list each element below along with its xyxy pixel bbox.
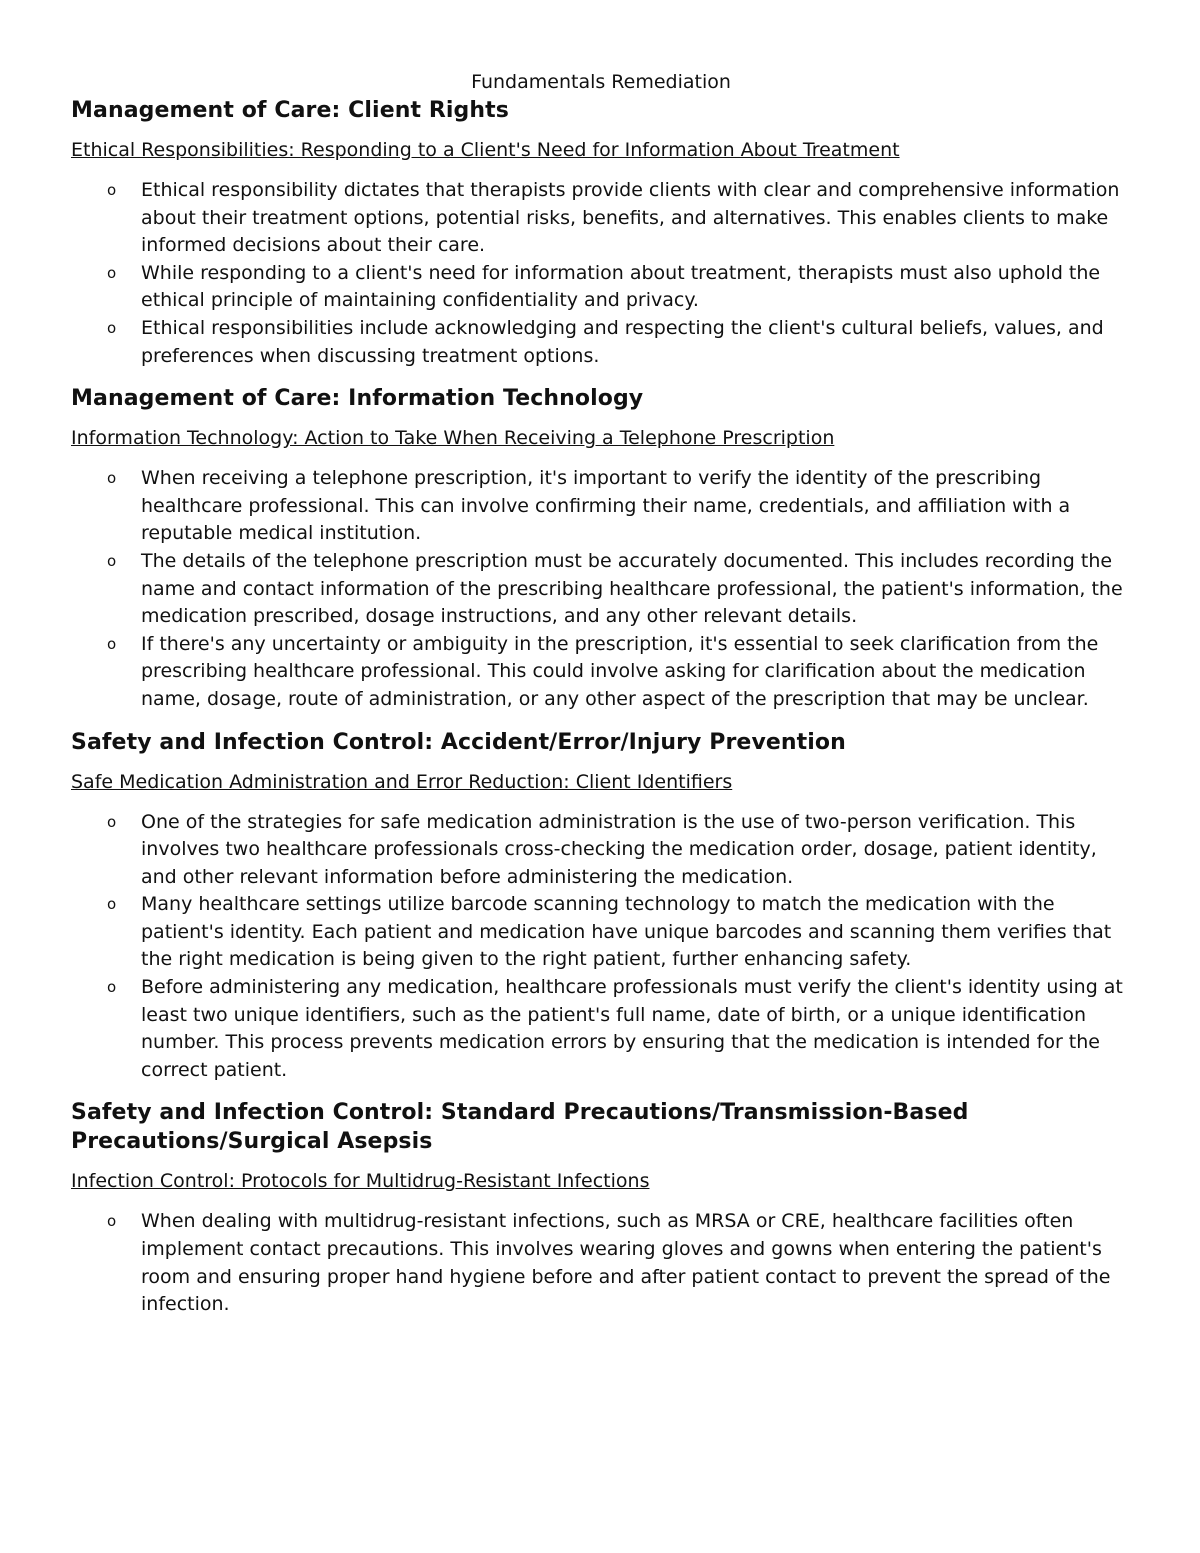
bullet-list (71, 1208, 1131, 1318)
section-accident-prevention (71, 728, 1131, 1085)
bullet-icon: o (107, 812, 117, 831)
section-client-rights (71, 96, 1131, 370)
document-title: Fundamentals Remediation (471, 71, 731, 93)
list-item (71, 809, 1131, 892)
bullet-list (71, 465, 1131, 713)
section-subheading: Infection Control: Protocols for Multidrug-Resistant Infections (71, 1170, 650, 1193)
bullet-icon: o (107, 263, 117, 282)
bullet-icon: o (107, 551, 117, 570)
section-information-technology (71, 384, 1131, 713)
bullet-list (71, 809, 1131, 1085)
list-item-text: Ethical responsibility dictates that therapists provide clients with clear and comprehensive information about their treatment options, potential risks, benefits, and alternatives. This enables clients to make informed decisions about their care. (141, 179, 1120, 257)
list-item (71, 177, 1131, 260)
list-item (71, 1208, 1131, 1318)
bullet-icon: o (107, 1212, 117, 1231)
list-item-text: If there's any uncertainty or ambiguity in the prescription, it's essential to seek clarification from the prescribing healthcare professional. This could involve asking for clarification about the medication name, dosage, route of administration, or any other aspect of the prescription that may be unclear. (141, 632, 1099, 710)
list-item (71, 260, 1131, 315)
list-item-text: Before administering any medication, healthcare professionals must verify the client's identity using at least two unique identifiers, such as the patient's full name, date of birth, or a unique identification number. This process prevents medication errors by ensuring that the medication is intended for the correct patient. (141, 976, 1123, 1081)
section-heading: Safety and Infection Control: Standard Precautions/Transmission-Based Precautions/Surgical Asepsis (71, 1100, 969, 1155)
bullet-list (71, 177, 1131, 370)
section-subheading: Safe Medication Administration and Error Reduction: Client Identifiers (71, 770, 733, 793)
section-subheading: Information Technology: Action to Take When Receiving a Telephone Prescription (71, 427, 835, 450)
bullet-icon: o (107, 978, 117, 997)
list-item-text: The details of the telephone prescription must be accurately documented. This includes recording the name and contact information of the prescribing healthcare professional, the patient's information, the medication prescribed, dosage instructions, and any other relevant details. (141, 549, 1123, 628)
list-item (71, 548, 1131, 631)
section-subheading: Ethical Responsibilities: Responding to a Client's Need for Information About Treatment (71, 139, 900, 161)
bullet-icon: o (107, 634, 117, 653)
list-item-text: Many healthcare settings utilize barcode scanning technology to match the medication with the patient's identity. Each patient and medication have unique barcodes and scanning them verifies that the right medication is being given to the right patient, further enhancing safety. (141, 893, 1112, 971)
list-item (71, 631, 1131, 714)
list-item-text: While responding to a client's need for information about treatment, therapists must also uphold the ethical principle of maintaining confidentiality and privacy. (141, 261, 1101, 312)
section-standard-precautions (71, 1098, 1131, 1318)
section-heading: Management of Care: Information Technology (71, 386, 644, 412)
section-heading: Safety and Infection Control: Accident/Error/Injury Prevention (71, 729, 846, 755)
bullet-icon: o (107, 181, 117, 199)
list-item-text: When dealing with multidrug-resistant infections, such as MRSA or CRE, healthcare facilities often implement contact precautions. This involves wearing gloves and gowns when entering the patient's room and ensuring proper hand hygiene before and after patient contact to prevent the spread of the infection. (141, 1210, 1111, 1316)
document-page (71, 68, 1131, 1319)
list-item-text: One of the strategies for safe medication administration is the use of two-person verification. This involves two healthcare professionals cross-checking the medication order, dosage, patient identity, and other relevant information before administering the medication. (141, 810, 1097, 888)
bullet-icon: o (107, 895, 117, 914)
list-item (71, 891, 1131, 974)
list-item (71, 974, 1131, 1084)
bullet-icon: o (107, 469, 117, 488)
section-heading: Management of Care: Client Rights (71, 98, 509, 123)
list-item-text: Ethical responsibilities include acknowledging and respecting the client's cultural beliefs, values, and preferences when discussing treatment options. (141, 316, 1104, 367)
list-item (71, 465, 1131, 548)
list-item (71, 315, 1131, 370)
bullet-icon: o (107, 318, 117, 337)
list-item-text: When receiving a telephone prescription, it's important to verify the identity of the prescribing healthcare professional. This can involve confirming their name, credentials, and affiliation with a reputable medical institution. (141, 467, 1071, 545)
